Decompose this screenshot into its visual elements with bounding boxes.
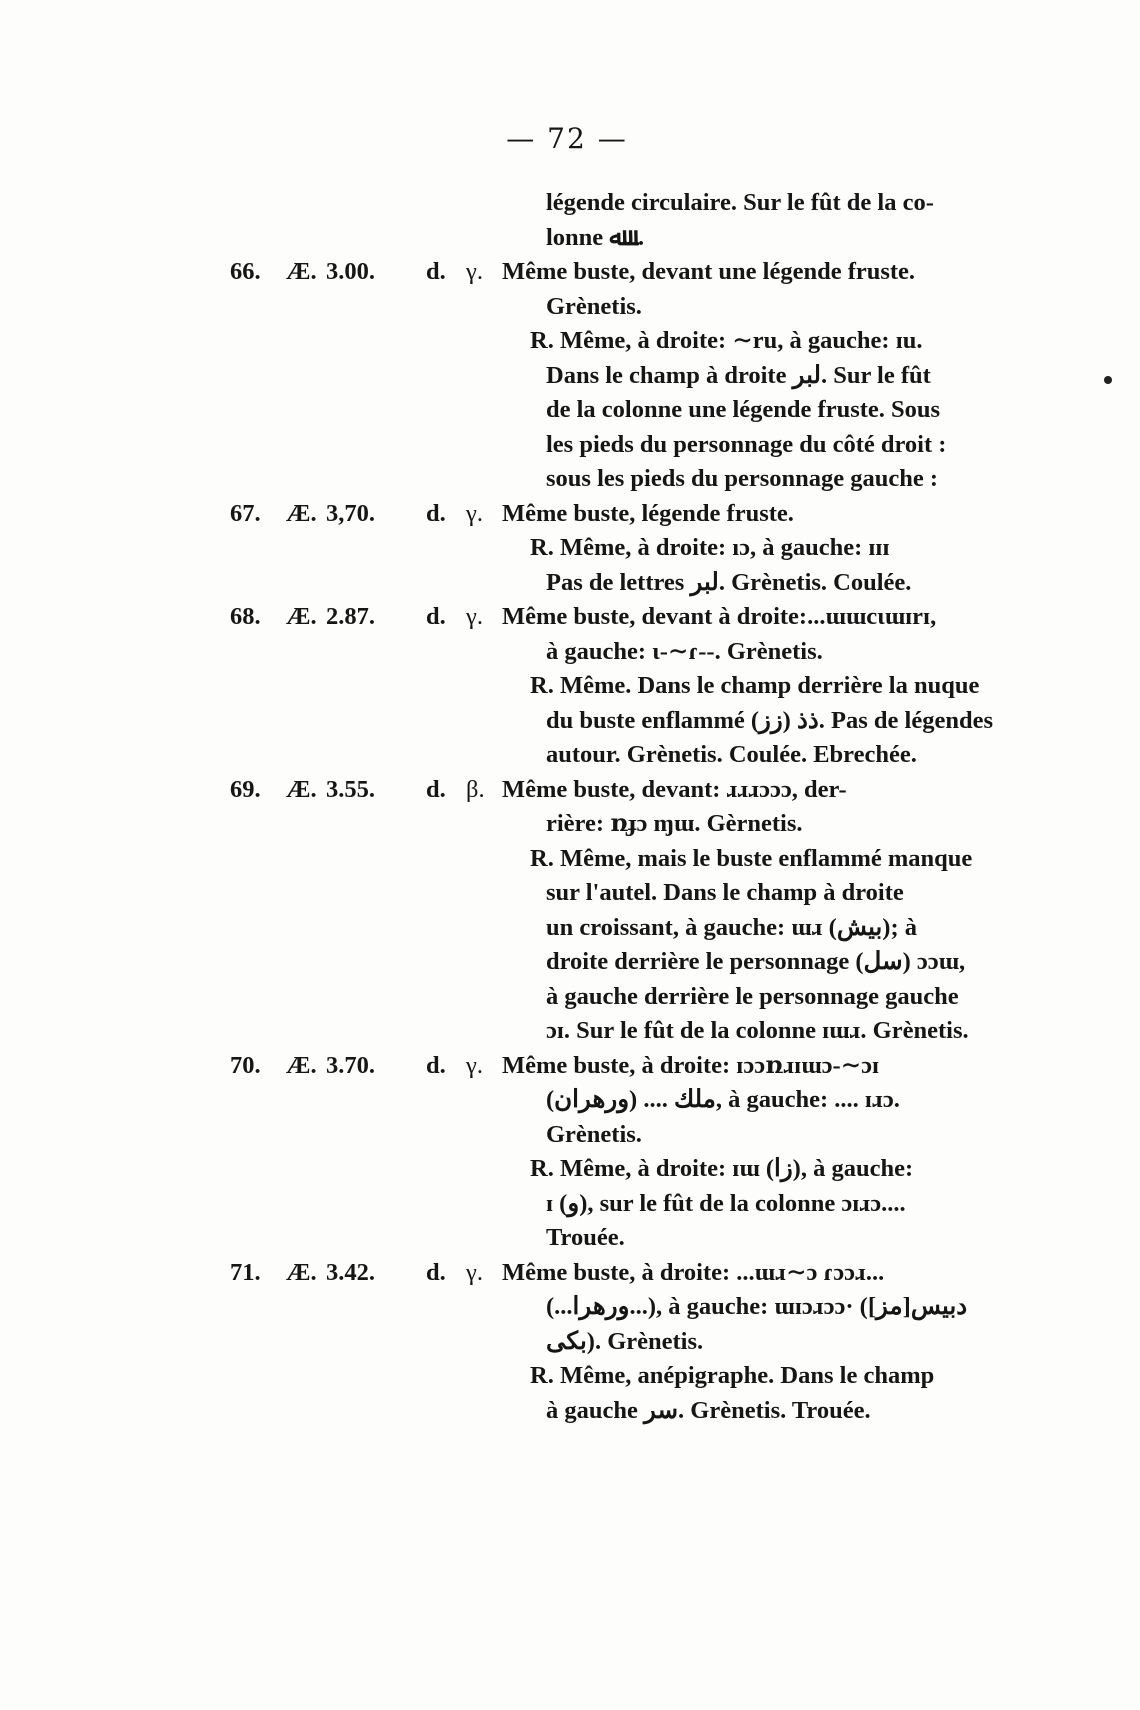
page-number: — 72 — xyxy=(506,122,628,155)
entry-line: ɔɪ. Sur le fût de la colonne ɪɯɹ. Grènetis. xyxy=(546,1017,969,1044)
coin-entry xyxy=(230,600,1010,773)
entry-line: sur l'autel. Dans le champ à droite xyxy=(546,879,904,906)
entry-variant: γ. xyxy=(466,258,483,285)
coin-entry xyxy=(230,1256,1010,1429)
continuation-line: lonne ـﷲ. xyxy=(546,223,645,251)
entry-weight: 3,70. xyxy=(326,499,375,527)
entry-number: 69. xyxy=(230,775,261,803)
entry-variant: γ. xyxy=(466,499,483,527)
entry-variant: β. xyxy=(466,775,485,803)
entry-direction: d. xyxy=(426,258,446,285)
entry-number: 70. xyxy=(230,1051,261,1079)
entry-line: Même buste, devant une légende fruste. xyxy=(502,258,916,285)
entry-weight: 3.00. xyxy=(326,258,375,285)
reverse-line: R. Même, anépigraphe. Dans le champ xyxy=(530,1362,935,1389)
entry-direction: d. xyxy=(426,775,446,803)
entry-line: بكى). Grènetis. xyxy=(546,1327,704,1355)
entry-line: Même buste, devant: ɹɹɹɔɔɔ, der- xyxy=(502,775,847,803)
entry-line: un croissant, à gauche: ɯɹ (بيش); à xyxy=(546,913,917,941)
entry-line: Même buste, à droite: ...ɯɹ∼ɔ ɾɔɔɹ... xyxy=(502,1258,885,1286)
reverse-line: R. Même, mais le buste enflammé manque xyxy=(530,844,973,872)
entry-metal: Æ. xyxy=(286,1258,317,1286)
reverse-line: R. Même. Dans le champ derrière la nuque xyxy=(530,672,980,699)
coin-entry xyxy=(230,773,1010,1049)
coin-entry xyxy=(230,497,1010,601)
catalogue-text xyxy=(230,186,1010,1428)
entry-metal: Æ. xyxy=(286,775,317,803)
entry-line: ملك .... (ورهران), à gauche: .... ɪɹɔ. xyxy=(546,1086,900,1113)
entry-line: droite derrière le personnage (سل) ɔɔɯ, xyxy=(546,948,966,975)
entry-metal: Æ. xyxy=(286,258,317,285)
entry-number: 71. xyxy=(230,1258,261,1286)
reverse-line: R. Même, à droite: ıɔ, à gauche: ɪɪɪ xyxy=(530,534,890,561)
reverse-line: R. Même, à droite: ∼ru, à gauche: ɪu. xyxy=(530,327,923,354)
entry-line: rière: ռɟɔ ɱɯ. Gèrnetis. xyxy=(546,810,803,837)
entry-variant: γ. xyxy=(466,1258,483,1286)
entry-weight: 3.55. xyxy=(326,775,375,803)
entry-line: à gauche: ɩ-∼ɾ--. Grènetis. xyxy=(546,637,823,665)
entry-line: Trouée. xyxy=(546,1224,625,1251)
entry-line: Grènetis. xyxy=(546,1120,642,1148)
entry-line: ɪ (و), sur le fût de la colonne ɔɪɹɔ.... xyxy=(546,1189,906,1217)
entry-head xyxy=(230,1049,1010,1084)
entry-line: Même buste, devant à droite:...ɯɯcɩɯɪrɪ, xyxy=(502,603,937,630)
entry-line: autour. Grènetis. Coulée. Ebrechée. xyxy=(546,741,917,768)
entry-direction: d. xyxy=(426,1051,446,1079)
entry-head xyxy=(230,773,1010,808)
entry-line: Pas de lettres لبر. Grènetis. Coulée. xyxy=(546,568,912,596)
entry-line: Même buste, à droite: ɪɔɔռɹɪɯɔ-∼ɔɪ xyxy=(502,1051,880,1079)
entry-weight: 3.70. xyxy=(326,1051,375,1079)
entry-line: du buste enflammé ذذ (زز). Pas de légendes xyxy=(546,706,994,734)
entry-head xyxy=(230,255,1010,290)
entry-head xyxy=(230,600,1010,635)
entry-direction: d. xyxy=(426,603,446,630)
entry-line: Grènetis. xyxy=(546,292,642,320)
continuation-line: légende circulaire. Sur le fût de la co- xyxy=(546,189,934,216)
reverse-line: R. Même, à droite: ɪɯ (زا), à gauche: xyxy=(530,1155,914,1182)
entry-weight: 2.87. xyxy=(326,603,375,630)
coin-entry xyxy=(230,1049,1010,1256)
entry-variant: γ. xyxy=(466,603,483,630)
entry-direction: d. xyxy=(426,1258,446,1286)
entry-line: Même buste, légende fruste. xyxy=(502,499,794,527)
entry-line: à gauche سر. Grènetis. Trouée. xyxy=(546,1396,871,1424)
entry-line: de la colonne une légende fruste. Sous xyxy=(546,396,941,423)
entry-line: les pieds du personnage du côté droit : xyxy=(546,430,947,458)
entry-number: 68. xyxy=(230,603,261,630)
entry-metal: Æ. xyxy=(286,1051,317,1079)
entry-line: à gauche derrière le personnage gauche xyxy=(546,982,959,1010)
entry-line: sous les pieds du personnage gauche : xyxy=(546,465,939,492)
margin-dot xyxy=(1104,376,1112,384)
entry-number: 66. xyxy=(230,258,261,285)
entry-direction: d. xyxy=(426,499,446,527)
entry-metal: Æ. xyxy=(286,499,317,527)
entry-variant: γ. xyxy=(466,1051,483,1079)
entry-head xyxy=(230,497,1010,532)
entries xyxy=(230,255,1010,1428)
entry-metal: Æ. xyxy=(286,603,317,630)
entry-head xyxy=(230,1256,1010,1291)
coin-entry xyxy=(230,255,1010,497)
entry-number: 67. xyxy=(230,499,261,527)
entry-weight: 3.42. xyxy=(326,1258,375,1286)
entry-line: Dans le champ à droite لبر. Sur le fût xyxy=(546,361,931,389)
entry-line: (...ورهرا...), à gauche: ɯɪɔɹɔɔ· ([مز]دبيس xyxy=(546,1293,968,1320)
